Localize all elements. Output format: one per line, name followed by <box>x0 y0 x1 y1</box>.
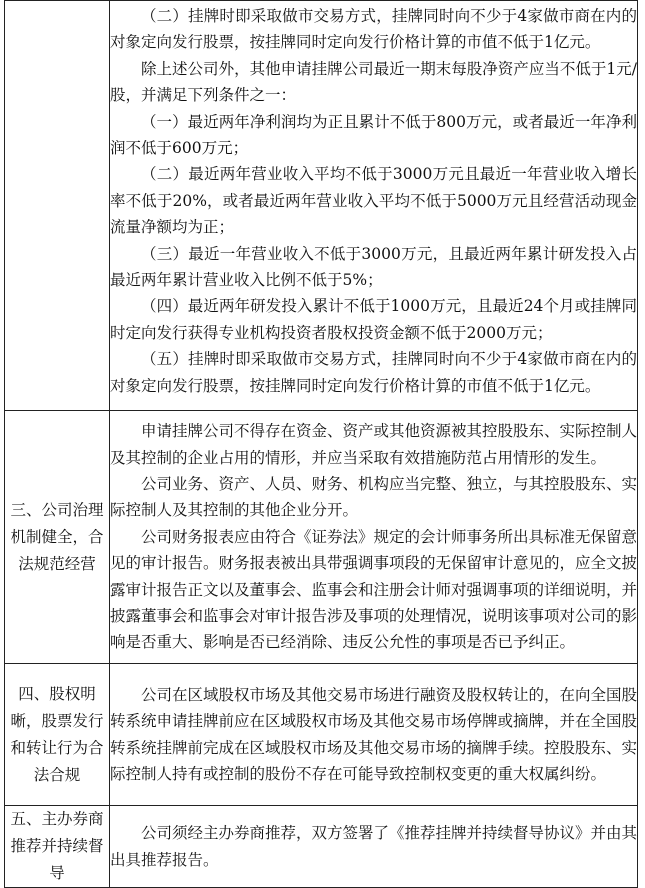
paragraph: 公司业务、资产、人员、财务、机构应当完整、独立，与其控股股东、实际控制人及其控制的其他企业分开。 <box>110 474 638 520</box>
row-label-governance: 三、公司治理机制健全，合法规范经营 <box>10 500 104 573</box>
paragraph: 公司在区域股权市场及其他交易市场进行融资及股权转让的，在向全国股转系统申请挂牌前应在区域股权市场及其他交易市场停牌或摘牌，并在全国股转系统挂牌前完成在区域股权市场及其他交易市场的摘牌手续。控股股东、实际控制人持有或控制的股份不存在可能导致控制权变更的重大权属纠纷。 <box>110 685 638 783</box>
paragraph: 公司财务报表应由符合《证券法》规定的会计师事务所出具标准无保留意见的审计报告。财务报表被出具带强调事项段的无保留审计意见的，应全文披露审计报告正文以及董事会、监事会和注册会计师对强调事项的详细说明，并披露董事会和监事会对审计报告涉及事项的处理情况，说明该事项对公司的影响是否重大、影响是否已经消除、违反公允性的事项是否已予纠正。 <box>110 527 638 652</box>
row-label-cell <box>5 806 110 888</box>
row-label-sponsor: 五、主办券商推荐并持续督导 <box>10 810 104 882</box>
table-row <box>5 411 638 664</box>
paragraph: （二）挂牌时即采取做市交易方式，挂牌同时向不少于4家做市商在内的对象定向发行股票，按挂牌同时定向发行价格计算的市值不低于1亿元。 <box>110 7 637 52</box>
requirement-text-cell <box>110 1 638 411</box>
table-row <box>5 664 638 806</box>
paragraph: 申请挂牌公司不得存在资金、资产或其他资源被其控股股东、实际控制人及其控制的企业占用的情形，并应当采取有效措施防范占用情形的发生。 <box>110 422 638 467</box>
paragraph: （五）挂牌时即采取做市交易方式，挂牌同时向不少于4家做市商在内的对象定向发行股票，按挂牌同时定向发行价格计算的市值不低于1亿元。 <box>110 350 637 395</box>
requirement-text-cell <box>110 664 638 806</box>
table-row <box>5 806 638 888</box>
row-label-cell <box>5 1 110 411</box>
paragraph: 公司须经主办券商推荐，双方签署了《推荐挂牌并持续督导协议》并由其出具推荐报告。 <box>110 824 638 869</box>
requirement-text-cell <box>110 806 638 888</box>
row-label-cell <box>5 664 110 806</box>
table-row <box>5 1 638 411</box>
row-label-equity: 四、股权明晰，股票发行和转让行为合法合规 <box>10 684 104 784</box>
paragraph: 除上述公司外，其他申请挂牌公司最近一期末每股净资产应当不低于1元/股，并满足下列条件之一： <box>110 59 637 105</box>
paragraph: （三）最近一年营业收入不低于3000万元，且最近两年累计研发投入占最近两年累计营业收入比例不低于5%； <box>110 244 637 290</box>
paragraph: （二）最近两年营业收入平均不低于3000万元且最近一年营业收入增长率不低于20%，或者最近两年营业收入平均不低于5000万元且经营活动现金流量净额均为正； <box>110 165 637 237</box>
requirement-text-cell <box>110 411 638 664</box>
listing-requirements-table <box>4 0 638 888</box>
paragraph: （四）最近两年研发投入累计不低于1000万元，且最近24个月或挂牌同时定向发行获得专业机构投资者股权投资金额不低于2000万元； <box>110 297 637 342</box>
row-label-cell <box>5 411 110 664</box>
paragraph: （一）最近两年净利润均为正且累计不低于800万元，或者最近一年净利润不低于600万元； <box>110 112 637 158</box>
